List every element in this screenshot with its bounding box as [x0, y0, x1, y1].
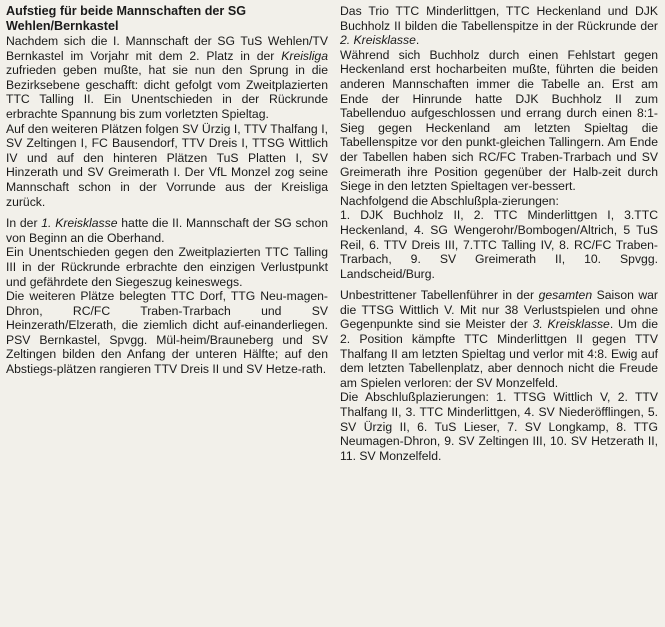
- text-run: zufrieden geben mußte, hat sie nun den Sprung in die Bezirksebene geschafft: dicht gefolgt vom Zweitplazierten TTC Talling II. Ein Unentschieden in der Rückrunde erbrachte Spannung bis zum vorletzten Spieltag.: [6, 63, 328, 121]
- paragraph-buchholz: Während sich Buchholz durch einen Fehlstart gegen Heckenland erst hocharbeiten mußte, führten die beiden anderen Mannschaften immer die Tabelle an. Erst am Ende der Hinrunde hatte DJK Buchholz II zum Tabellenduo aufgeschlossen und errang durch einen 8:1-Sieg gegen Heckenland am letzten Spieltag die Tabellenspitze vor den punkt-gleichen Tallingern. Am Ende der Tabellen haben sich RC/FC Traben-Trarbach und SV Greimerath ihre Position gegenüber der Halb-zeit durch Siege in den letzten Spieltagen ver-bessert.: [340, 47, 658, 194]
- paragraph-kreisklasse-1: [6, 216, 328, 245]
- emphasis-kreisklasse-2: 2. Kreisklasse: [340, 33, 416, 48]
- emphasis-kreisliga: Kreisliga: [281, 48, 328, 63]
- paragraph-abschluss-kreisklasse-3: Die Abschlußplazierungen: 1. TTSG Wittlich V, 2. TTV Thalfang II, 3. TTC Minderlittgen, 4. SV Niederöfflingen, 5. SV Ürzig II, 6. TuS Lieser, 7. SV Longkamp, 8. TTG Neumagen-Dhron, 9. SV Zeltingen III, 10. SV Hetzerath II, 11. SV Monzelfeld.: [340, 390, 658, 463]
- text-run: Nachdem sich die I. Mannschaft der SG TuS Wehlen/TV Bernkastel im Vorjahr mit dem 2. Platz in der: [6, 34, 328, 63]
- text-run: Das Trio TTC Minderlittgen, TTC Heckenland und DJK Buchholz II bilden die Tabellenspitze in der Rückrunde der: [340, 4, 658, 33]
- emphasis-gesamten: gesamten: [538, 288, 593, 303]
- text-run: .: [415, 33, 420, 48]
- paragraph-abschluss-intro: Nachfolgend die Abschlußpla-zierungen:: [340, 193, 559, 208]
- text-run: Saison war die TTSG Wittlich V. Mit nur 38 Verlustspielen und ohne Gegenpunkte sind sie Meister der: [340, 288, 658, 332]
- article-headline: Aufstieg für beide Mannschaften der SG Wehlen/Bernkastel: [6, 4, 247, 33]
- text-run: hatte die II. Mannschaft der SG schon von Beginn an die Oberhand.: [6, 216, 328, 245]
- text-run: . Um die 2. Position kämpfte TTC Minderlittgen II gegen TTV Thalfang II am letzten Spieltag und verlor mit 4:8. Ewig auf dem letzten Tabellenplatz, aber dennoch nicht die Freude am Spielen verloren: der SV Monzelfeld.: [340, 317, 658, 390]
- paragraph-unentschieden: Ein Unentschieden gegen den Zweitplazierten TTC Talling III in der Rückrunde erbrachte den einzigen Verlustpunkt und gefährdete den Siegeszug keineswegs.: [6, 245, 328, 289]
- paragraph-kreisliga: [6, 34, 328, 122]
- paragraph-kreisklasse-3: [340, 288, 658, 390]
- left-column: [6, 4, 328, 377]
- text-run: Unbestrittener Tabellenführer in der: [340, 288, 539, 303]
- paragraph-weitere-plaetze: Die weiteren Plätze belegten TTC Dorf, TTG Neu-magen-Dhron, RC/FC Traben-Trarbach und SV Heinzerath/Elzerath, die ziemlich dicht auf-einanderliegen. PSV Bernkastel, Spvgg. Mül-heim/Brauneberg und SV Zeltingen bilden den Anfang der unteren Hälfte; auf den Abstiegs-plätzen rangieren TTV Dreis II und SV Hetze-rath.: [6, 289, 328, 377]
- paragraph-kreisliga-places: Auf den weiteren Plätzen folgen SV Ürzig I, TTV Thalfang I, SV Zeltingen I, FC Bausendorf, TTV Dreis I, TTSG Wittlich IV und auf den hinteren Plätzen TuS Platten I, SV Hinzerath und SV Greimerath I. Der VfL Monzel zog seine Mannschaft schon in der Vorrunde aus der Kreisliga zurück.: [6, 121, 328, 209]
- right-column: [340, 4, 658, 463]
- paragraph-abschluss-list: 1. DJK Buchholz II, 2. TTC Minderlittgen I, 3.TTC Heckenland, 4. SG Wengerohr/Bombogen/Altrich, 5 TuS Reil, 6. TTV Dreis III, 7.TTC Talling IV, 8. RC/FC Traben-Trarbach, 9. SV Greimerath II, 10. Spvgg. Landscheid/Burg.: [340, 208, 658, 281]
- emphasis-kreisklasse-3: 3. Kreisklasse: [532, 317, 610, 332]
- text-run: In der: [6, 216, 42, 231]
- paragraph-kreisklasse-2: [340, 4, 658, 48]
- emphasis-kreisklasse-1: 1. Kreisklasse: [41, 216, 118, 231]
